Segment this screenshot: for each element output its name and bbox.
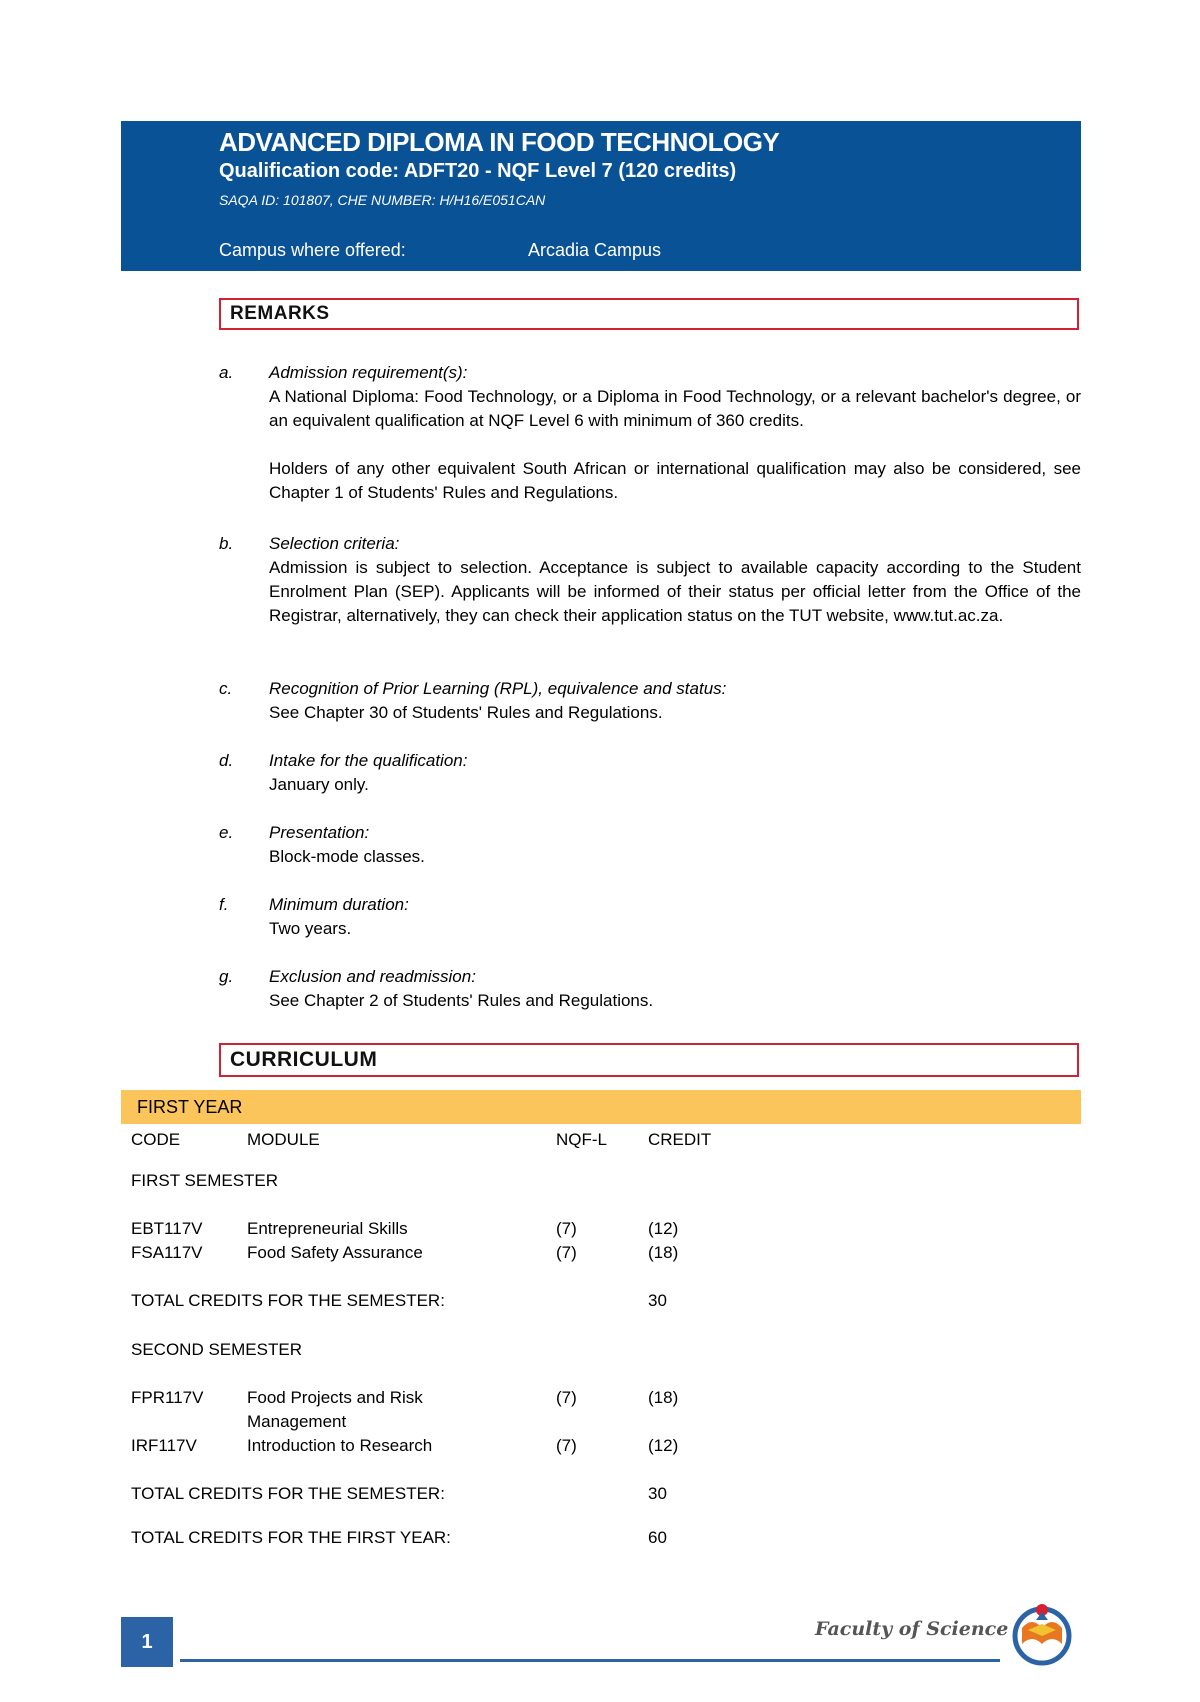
remark-text: Holders of any other equivalent South African or international qualification may also be considered, see Chapter 1 of Students' Rules and Regulations. — [269, 459, 1081, 502]
remark-text: January only. — [269, 775, 369, 794]
page-number: 1 — [121, 1617, 173, 1667]
module-nqf: (7) — [556, 1436, 577, 1455]
remark-letter: a. — [219, 363, 234, 382]
module-code: EBT117V — [131, 1219, 203, 1238]
module-code: FSA117V — [131, 1243, 203, 1262]
module-name: Entrepreneurial Skills — [247, 1219, 408, 1238]
remark-item-a — [219, 361, 1081, 505]
module-credit: (12) — [648, 1436, 679, 1455]
remark-item-g — [219, 965, 1081, 1013]
remark-text: Block-mode classes. — [269, 847, 425, 866]
semester-total-label: TOTAL CREDITS FOR THE SEMESTER: — [131, 1484, 445, 1503]
column-header-code: CODE — [131, 1130, 181, 1149]
remark-item-c — [219, 677, 1081, 725]
remark-heading: Admission requirement(s): — [269, 363, 468, 382]
module-nqf: (7) — [556, 1388, 577, 1407]
module-code: FPR117V — [131, 1388, 204, 1407]
module-nqf: (7) — [556, 1243, 577, 1262]
remark-item-d — [219, 749, 1081, 797]
semester-total-label: TOTAL CREDITS FOR THE SEMESTER: — [131, 1291, 445, 1310]
saqa-id: SAQA ID: 101807, CHE NUMBER: H/H16/E051CAN — [219, 192, 546, 208]
remark-heading: Exclusion and readmission: — [269, 967, 476, 986]
column-header-nqf: NQF-L — [556, 1130, 607, 1149]
remark-letter: g. — [219, 967, 234, 986]
curriculum-heading: CURRICULUM — [219, 1043, 1079, 1077]
campus-value: Arcadia Campus — [528, 240, 662, 260]
remark-heading: Intake for the qualification: — [269, 751, 468, 770]
year-bar: FIRST YEAR — [121, 1090, 1081, 1124]
semester-total-value: 30 — [648, 1291, 667, 1310]
module-name: Food Projects and Risk — [247, 1388, 423, 1407]
semester-label: SECOND SEMESTER — [131, 1340, 302, 1359]
semester-label: FIRST SEMESTER — [131, 1171, 279, 1190]
year-total-value: 60 — [648, 1528, 667, 1547]
campus-label: Campus where offered: — [219, 240, 406, 260]
remark-item-f — [219, 893, 1081, 941]
remark-text: A National Diploma: Food Technology, or a Diploma in Food Technology, or a relevant bachelor's degree, or an equivalent qualification at NQF Level 6 with minimum of 360 credits. — [269, 387, 1081, 430]
university-crest-icon — [1000, 1598, 1080, 1668]
remark-letter: b. — [219, 534, 234, 553]
remark-text: Two years. — [269, 919, 352, 938]
remark-letter: e. — [219, 823, 234, 842]
remark-letter: f. — [219, 895, 229, 914]
semester-total-value: 30 — [648, 1484, 667, 1503]
column-header-module: MODULE — [247, 1130, 320, 1149]
remark-text: Admission is subject to selection. Acceptance is subject to available capacity according to the Student Enrolment Plan (SEP). Applicants will be informed of their status per official letter from the Office of the Registrar, alternatively, they can check their application status on the TUT website, www.tut.ac.za. — [269, 558, 1081, 625]
remark-letter: d. — [219, 751, 234, 770]
module-credit: (18) — [648, 1388, 679, 1407]
module-name-continued: Management — [247, 1412, 347, 1431]
module-credit: (12) — [648, 1219, 679, 1238]
footer-divider — [180, 1659, 1000, 1662]
faculty-name: Faculty of Science — [815, 1618, 1009, 1640]
column-header-credit: CREDIT — [648, 1130, 712, 1149]
qualification-title: ADVANCED DIPLOMA IN FOOD TECHNOLOGY — [219, 127, 780, 157]
remark-heading: Minimum duration: — [269, 895, 409, 914]
year-total-label: TOTAL CREDITS FOR THE FIRST YEAR: — [131, 1528, 451, 1547]
remark-item-e — [219, 821, 1081, 869]
qualification-header — [121, 121, 1081, 271]
qualification-code: Qualification code: ADFT20 - NQF Level 7 (120 credits) — [219, 160, 737, 182]
remark-item-b — [219, 532, 1081, 628]
module-name: Food Safety Assurance — [247, 1243, 423, 1262]
remark-heading: Presentation: — [269, 823, 370, 842]
remark-text: See Chapter 30 of Students' Rules and Regulations. — [269, 703, 663, 722]
remark-heading: Selection criteria: — [269, 534, 400, 553]
module-nqf: (7) — [556, 1219, 577, 1238]
module-name: Introduction to Research — [247, 1436, 433, 1455]
remark-heading: Recognition of Prior Learning (RPL), equivalence and status: — [269, 679, 727, 698]
remark-letter: c. — [219, 679, 233, 698]
remark-text: See Chapter 2 of Students' Rules and Regulations. — [269, 991, 654, 1010]
remarks-heading: REMARKS — [219, 298, 1079, 330]
module-credit: (18) — [648, 1243, 679, 1262]
module-code: IRF117V — [131, 1436, 197, 1455]
